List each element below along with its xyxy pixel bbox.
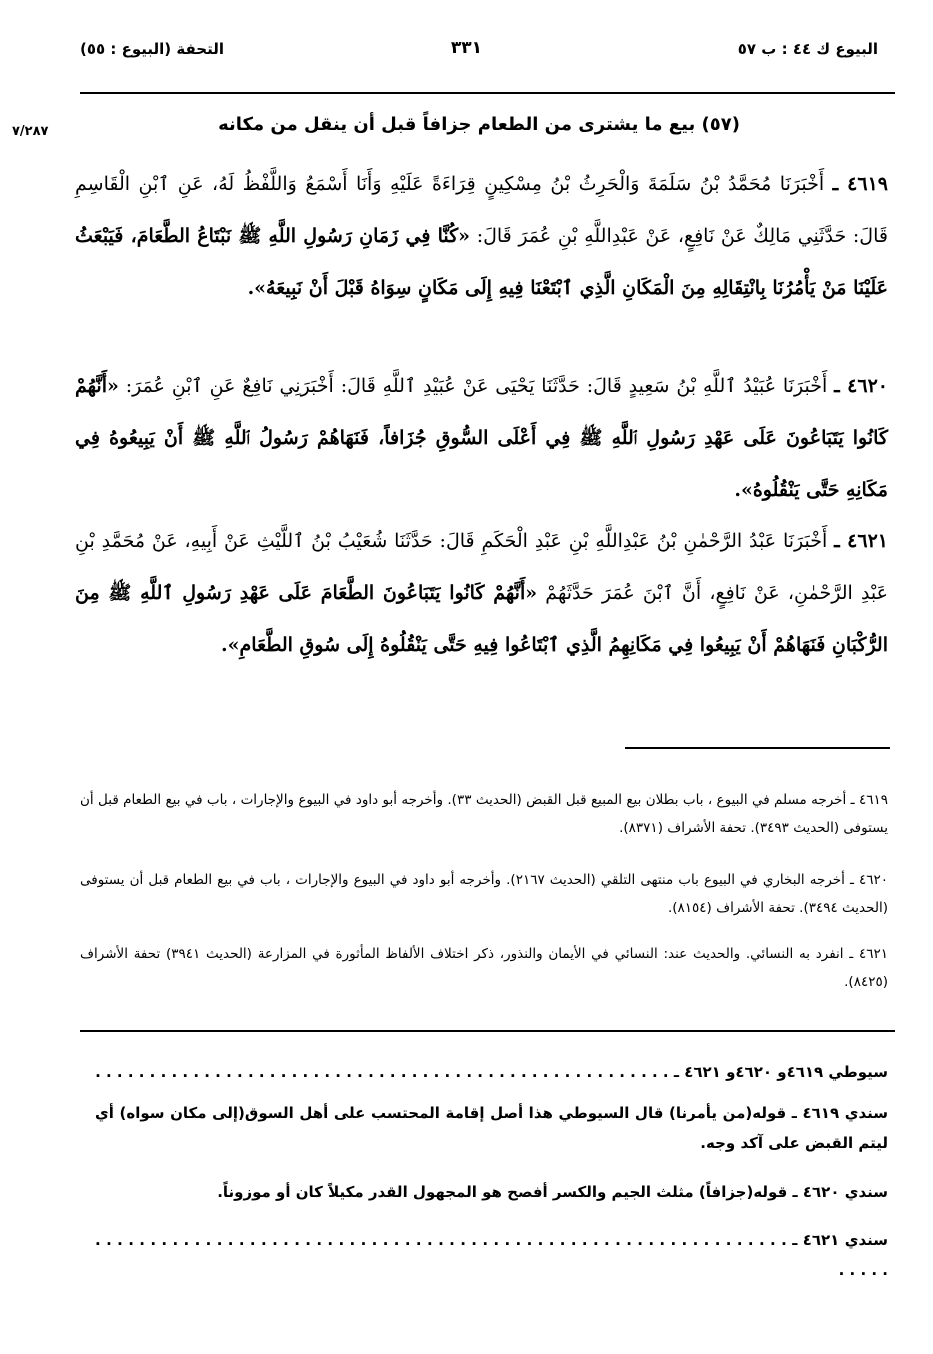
hadith-4621 — [75, 515, 888, 671]
commentary-sindi-4620 — [95, 1177, 888, 1207]
running-header-right: البيوع ك ٤٤ : ب ٥٧ — [737, 40, 878, 58]
hadith-number: ٤٦٢٠ ـ — [834, 375, 888, 397]
page-number: ٣٣١ — [450, 38, 483, 58]
footnote: ٤٦١٩ ـ أخرجه مسلم في البيوع ، باب بطلان بيع المبيع قبل القبض (الحديث ٣٣). وأخرجه أبو داود في البيوع والإجارات ، باب في بيع الطعام قبل أن يستوفى (الحديث ٣٤٩٣). تحفة الأشراف (٨٣٧١). — [80, 792, 888, 836]
commentary-suyuti — [95, 1057, 888, 1087]
chapter-title: (٥٧) بيع ما يشترى من الطعام جزافاً قبل أن ينقل من مكانه — [218, 114, 740, 135]
commentary-text: سندي ٤٦١٩ ـ قوله(من يأمرنا) قال السيوطي هذا أصل إقامة المحتسب على أهل السوق(إلى مكان سواه) أي ليتم القبض على آكد وجه. — [95, 1104, 888, 1152]
commentary-text: سندي ٤٦٢٠ ـ قوله(جزافاً) مثلث الجيم والكسر أفصح هو المجهول القدر مكيلاً كان أو موزوناً. — [217, 1183, 888, 1201]
margin-reference: ٧/٢٨٧ — [12, 124, 49, 139]
hadith-number: ٤٦١٩ ـ — [832, 173, 888, 195]
hadith-4620 — [75, 360, 888, 516]
footnote: ٤٦٢١ ـ انفرد به النسائي. والحديث عند: النسائي في الأيمان والنذور، ذكر اختلاف الألفاظ المأثورة في المزارعة (الحديث ٣٩٤١) تحفة الأشراف (٨٤٢٥). — [80, 946, 889, 990]
commentary-dots: . . . . . . . . . . . . . . . . . . . . . . . . . . . . . . . . . . . . . . . . . . . . . . . . . . . . . . . . . . . . . . . . . . . . — [95, 1231, 888, 1279]
hadith-isnad: أَخْبَرَنَا مُحَمَّدُ بْنُ سَلَمَةَ وَالْحَرِثُ بْنُ مِسْكِينٍ قِرَاءَةً عَلَيْهِ وَأَنَا أَسْمَعُ وَاللَّفْظُ لَهُ، عَنِ ٱبْنِ الْقَاسِمِ قَالَ: حَدَّثَنِي مَالِكٌ عَنْ نَافِعٍ، عَنْ عَبْدِاللَّهِ بْنِ عُمَرَ قَالَ: — [75, 173, 888, 247]
hadith-matn: «أَنَّهُمْ كَانُوا يَتَبَاعُونَ عَلَى عَهْدِ رَسُولِ ٱللَّهِ ﷺ فِي أَعْلَى السُّوقِ جُزَافاً، فَنَهَاهُمْ رَسُولُ ٱللَّهِ ﷺ أَنْ يَبِيعُوهُ فِي مَكَانِهِ حَتَّى يَنْقُلُوهُ». — [75, 375, 888, 501]
hadith-matn: «أَنَّهُمْ كَانُوا يَتَبَاعُونَ الطَّعَامَ عَلَى عَهْدِ رَسُولِ ٱللَّهِ ﷺ مِنَ الرُّكْبَانِ فَنَهَاهُمْ أَنْ يَبِيعُوا فِي مَكَانِهِمُ الَّذِي ٱبْتَاعُوا فِيهِ حَتَّى يَنْقُلُوهُ إِلَى سُوقِ الطَّعَامِ». — [75, 582, 888, 656]
footnote: ٤٦٢٠ ـ أخرجه البخاري في البيوع باب منتهى التلقي (الحديث ٢١٦٧). وأخرجه أبو داود في البيوع والإجارات ، باب في بيع الطعام قبل أن يستوفى (الحديث ٣٤٩٤). تحفة الأشراف (٨١٥٤). — [80, 872, 888, 916]
commentary-text: سندي ٤٦٢١ ـ — [792, 1231, 888, 1249]
running-header-left: التحفة (البيوع : ٥٥) — [80, 40, 224, 58]
footnote-divider — [625, 747, 890, 749]
hadith-matn: «كُنَّا فِي زَمَانِ رَسُولِ اللَّهِ ﷺ نَبْتَاعُ الطَّعَامَ، فَيَبْعَثُ عَلَيْنَا مَنْ يَأْمُرُنَا بِانْتِقَالِهِ مِنَ الْمَكَانِ الَّذِي ٱبْتَعْنَا فِيهِ إِلَى مَكَانٍ سِوَاهُ قَبْلَ أَنْ نَبِيعَهُ». — [75, 225, 888, 299]
hadith-isnad: أَخْبَرَنَا عَبْدُ الرَّحْمٰنِ بْنُ عَبْدِاللَّهِ بْنِ عَبْدِ الْحَكَمِ قَالَ: حَدَّثَنَا شُعَيْبُ بْنُ ٱللَّيْثِ عَنْ أَبِيهِ، عَنْ مُحَمَّدِ بْنِ عَبْدِ الرَّحْمٰنِ، عَنْ نَافِعٍ، أَنَّ ٱبْنَ عُمَرَ حَدَّثَهُمْ — [75, 530, 888, 604]
commentary-text: سيوطي ٤٦١٩و ٤٦٢٠و ٤٦٢١ ـ — [673, 1063, 888, 1081]
commentary-divider — [80, 1030, 895, 1032]
commentary-sindi-4621 — [95, 1225, 888, 1285]
hadith-isnad: أَخْبَرَنَا عُبَيْدُ ٱللَّهِ بْنُ سَعِيدٍ قَالَ: حَدَّثَنَا يَحْيَى عَنْ عُبَيْدِ ٱللَّهِ قَالَ: أَخْبَرَنِي نَافِعٌ عَنِ ٱبْنِ عُمَرَ: — [125, 375, 828, 397]
header-divider — [80, 92, 895, 94]
hadith-4619 — [75, 158, 888, 314]
commentary-dots: . . . . . . . . . . . . . . . . . . . . . . . . . . . . . . . . . . . . . . . . . . . . . . . . . . . . . — [95, 1063, 669, 1081]
commentary-sindi-4619 — [95, 1098, 888, 1158]
hadith-number: ٤٦٢١ ـ — [834, 530, 888, 552]
